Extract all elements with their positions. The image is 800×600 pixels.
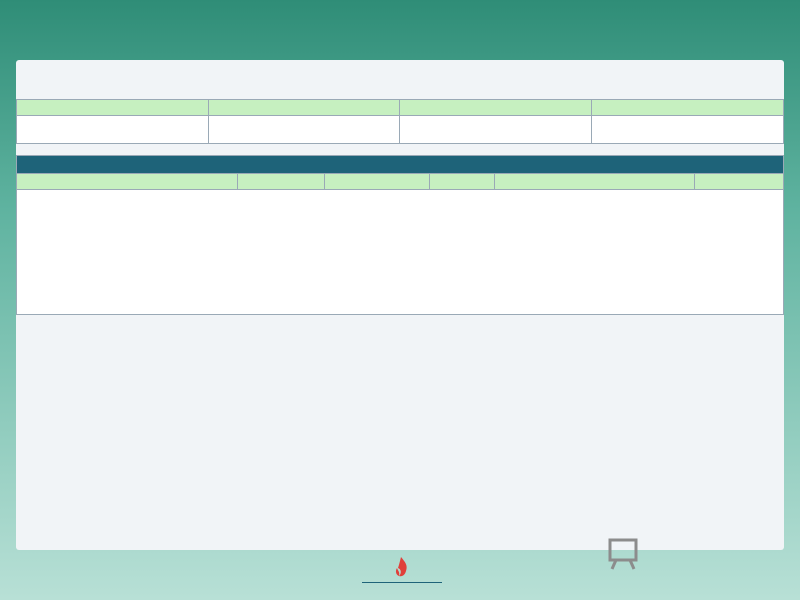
employee-job-title — [400, 116, 592, 144]
header-scale — [430, 174, 495, 190]
header-department — [592, 100, 784, 116]
header-employee — [17, 100, 209, 116]
evaluators-container — [17, 190, 784, 315]
header-job-title — [400, 100, 592, 116]
presentation-icon — [606, 536, 642, 570]
employee-department — [592, 116, 784, 144]
header-profile — [495, 174, 695, 190]
header-competency — [17, 174, 238, 190]
employee-name — [17, 116, 209, 144]
header-position — [209, 100, 400, 116]
employee-table — [16, 99, 784, 144]
header-level — [238, 174, 325, 190]
flame-icon — [393, 556, 409, 578]
logo-text — [362, 582, 442, 583]
prometey-logo — [362, 554, 442, 596]
watermark — [606, 536, 766, 570]
employee-position — [209, 116, 400, 144]
competency-table — [16, 155, 784, 315]
section-title — [17, 156, 784, 174]
header-score — [695, 174, 784, 190]
header-priority — [325, 174, 430, 190]
